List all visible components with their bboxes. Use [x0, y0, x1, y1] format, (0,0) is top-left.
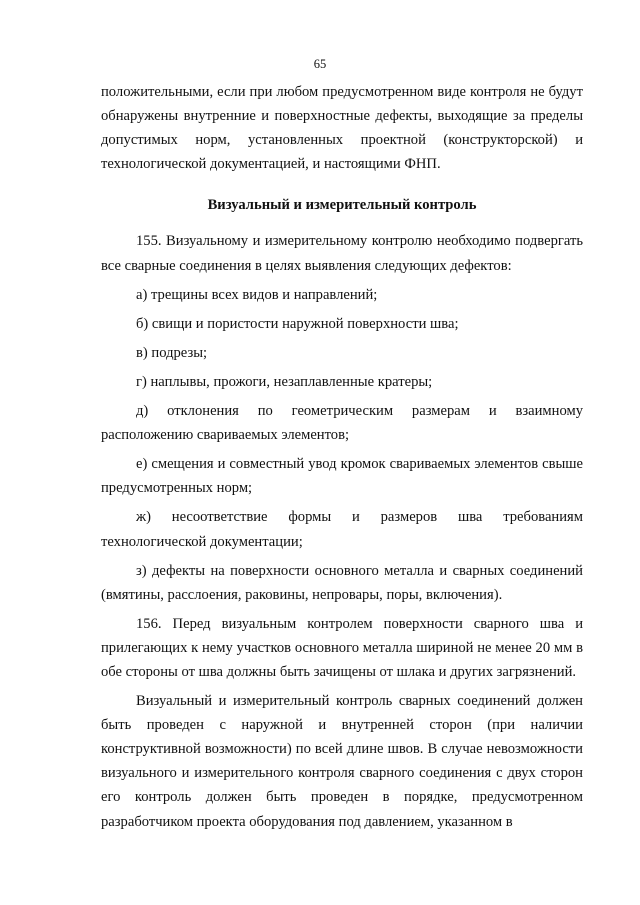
defect-item: ж) несоответствие формы и размеров шва требованиям технологической документации; — [101, 509, 583, 550]
paragraph-156: 156. Перед визуальным контролем поверхности сварного шва и прилегающих к нему участков основного металла шириной не менее 20 мм в обе стороны от шва должны быть зачищены от шлака и других загрязнений. — [101, 615, 583, 680]
defect-item: а) трещины всех видов и направлений; — [136, 286, 378, 303]
paragraph-155: 155. Визуальному и измерительному контролю необходимо подвергать все сварные соединения в целях выявления следующих дефектов: — [101, 233, 583, 274]
defect-item: е) смещения и совместный увод кромок свариваемых элементов свыше предусмотренных норм; — [101, 456, 583, 497]
inspection-paragraph: Визуальный и измерительный контроль сварных соединений должен быть проведен с наружной и внутренней сторон (при наличии конструктивной возможности) по всей длине швов. В случае невозможности визуального и измерительного контроля сварного соединения с двух сторон его контроль должен быть проведен в порядке, предусмотренном разработчиком проекта оборудования под давлением, указанном в — [101, 693, 583, 830]
page-number: 65 — [313, 57, 327, 71]
defect-item: б) свищи и пористости наружной поверхности шва; — [136, 315, 459, 332]
defect-item: в) подрезы; — [136, 344, 208, 361]
defect-item: д) отклонения по геометрическим размерам и взаимному расположению свариваемых элементов; — [101, 403, 583, 444]
defect-item: з) дефекты на поверхности основного металла и сварных соединений (вмятины, расслоения, раковины, непровары, поры, включения). — [101, 562, 583, 603]
section-heading: Визуальный и измерительный контроль — [207, 197, 477, 214]
intro-paragraph: положительными, если при любом предусмотренном виде контроля не будут обнаружены внутренние и поверхностные дефекты, выходящие за пределы допустимых норм, установленных проектной (конструкторской) и технологической документацией, и настоящими ФНП. — [101, 84, 583, 173]
defect-item: г) наплывы, прожоги, незаплавленные кратеры; — [136, 373, 433, 390]
page-content — [101, 80, 583, 834]
